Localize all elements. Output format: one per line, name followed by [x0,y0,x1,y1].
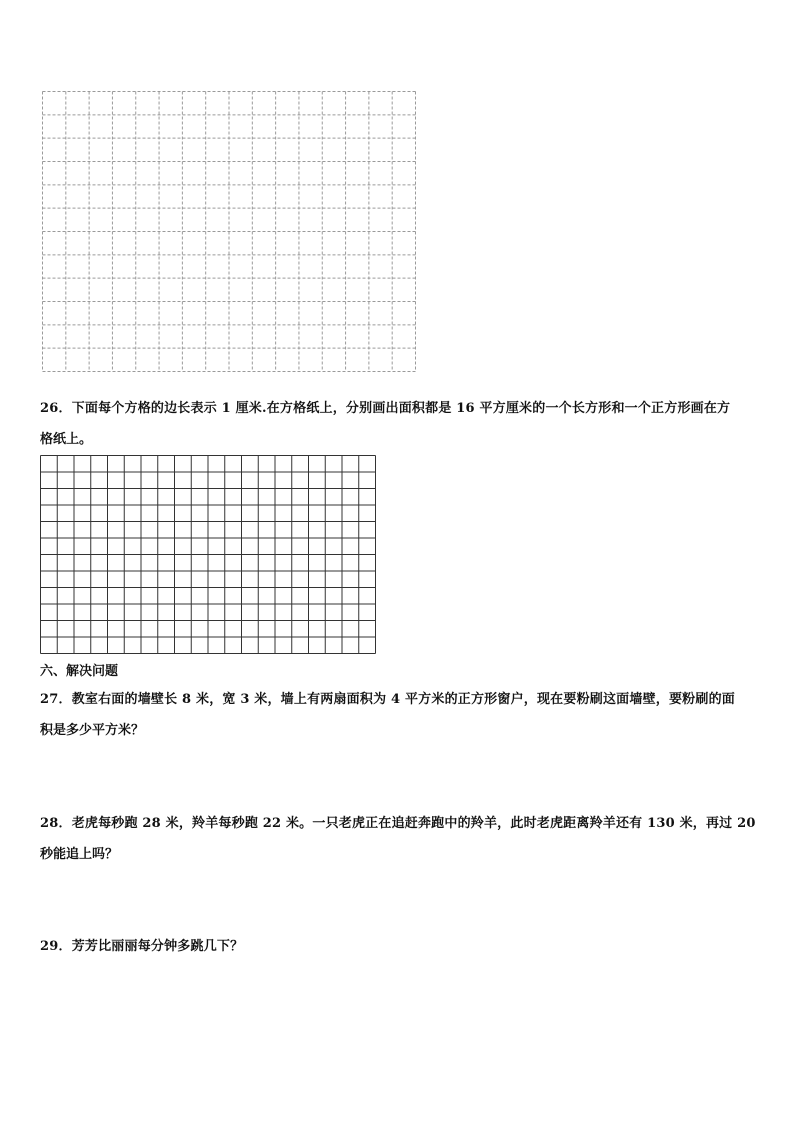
solid-grid-paper [40,455,376,654]
dashed-grid-paper [42,91,416,372]
question-26-line-2: 格纸上。 [40,432,93,447]
question-27-line-2: 积是多少平方米？ [40,723,145,738]
question-28-line-2: 秒能追上吗？ [40,847,119,862]
question-26-line-1: 26．下面每个方格的边长表示 1 厘米.在方格纸上，分别画出面积都是 16 平方厘米的一个长方形和一个正方形画在方 [40,401,731,416]
question-29-line-1: 29．芳芳比丽丽每分钟多跳几下？ [40,939,244,954]
question-27-line-1: 27．教室右面的墙壁长 8 米，宽 3 米，墙上有两扇面积为 4 平方米的正方形窗户，现在要粉刷这面墙壁，要粉刷的面 [40,692,735,707]
section-six-heading: 六、解决问题 [40,664,119,679]
question-28-line-1: 28．老虎每秒跑 28 米，羚羊每秒跑 22 米。一只老虎正在追赶奔跑中的羚羊，此时老虎距离羚羊还有 130 米，再过 20 [40,816,756,831]
solid-grid-svg [40,455,376,654]
dashed-grid-svg [42,91,416,372]
